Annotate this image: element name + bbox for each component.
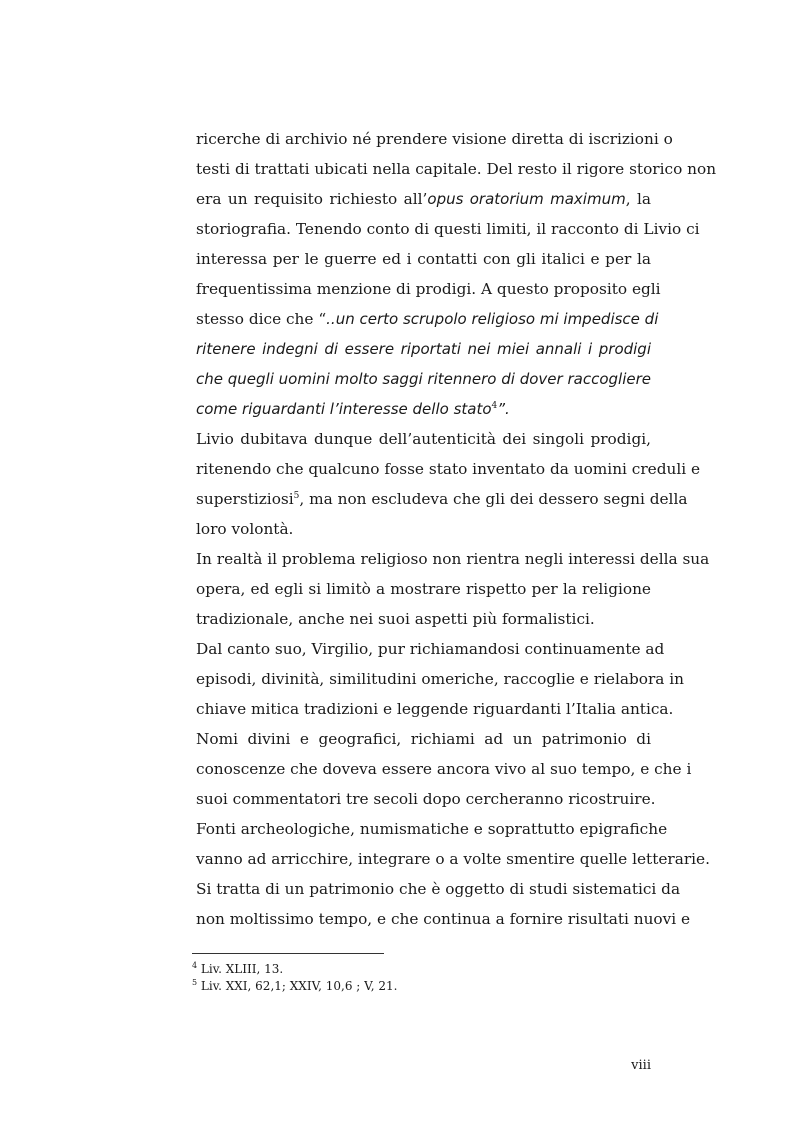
text-run: , ma non escludeva che gli dei dessero segni della	[299, 490, 688, 508]
text-line	[196, 184, 651, 214]
text-line	[196, 214, 700, 244]
text-run: conoscenze che doveva essere ancora vivo al suo tempo, e che i	[196, 760, 692, 778]
text-run: ritenendo che qualcuno fosse stato inventato da uomini creduli e	[196, 460, 701, 478]
text-line	[196, 874, 681, 904]
text-line	[196, 304, 659, 334]
text-line	[196, 784, 656, 814]
text-run: , la	[625, 190, 651, 208]
text-run: Nomi divini e geografici, richiami ad un patrimonio di	[196, 730, 651, 748]
text-line	[196, 754, 692, 784]
text-run: Dal canto suo, Virgilio, pur richiamandosi continuamente ad	[196, 640, 665, 658]
text-run: Si tratta di un patrimonio che è oggetto di studi sistematici da	[196, 880, 681, 898]
footnote-text: Liv. XLIII, 13.	[200, 962, 284, 976]
text-run: storiografia. Tenendo conto di questi limiti, il racconto di Livio ci	[196, 220, 700, 238]
paragraph	[196, 424, 701, 544]
text-line	[196, 664, 685, 694]
text-line	[196, 604, 651, 634]
paragraph	[196, 124, 717, 424]
text-run: frequentissima menzione di prodigi. A questo proposito egli	[196, 280, 661, 298]
text-line	[196, 394, 651, 424]
text-line	[196, 334, 651, 364]
text-run: Fonti archeologiche, numismatiche e soprattutto epigrafiche	[196, 820, 668, 838]
text-line	[196, 424, 651, 454]
text-run: chiave mitica tradizioni e leggende riguardanti l’Italia antica.	[196, 700, 674, 718]
text-line	[196, 454, 701, 484]
text-line	[196, 724, 651, 754]
paragraph	[196, 814, 710, 874]
footnotes	[192, 961, 397, 995]
paragraph	[196, 544, 710, 634]
text-run: che quegli uomini molto saggi ritennero di dover raccogliere	[196, 370, 651, 388]
footnote	[192, 961, 397, 978]
body-text	[196, 124, 717, 934]
footnote	[192, 978, 397, 995]
text-line	[196, 844, 710, 874]
text-line	[196, 544, 710, 574]
text-run: testi di trattati ubicati nella capitale. Del resto il rigore storico non	[196, 160, 717, 178]
text-run: opera, ed egli si limitò a mostrare rispetto per la religione	[196, 580, 651, 598]
footnote-separator	[192, 953, 384, 954]
footnote-number: 5	[192, 978, 198, 987]
text-run: loro volontà.	[196, 520, 294, 538]
footnote-marker: 5	[293, 490, 300, 501]
text-run: Livio dubitava dunque dell’autenticità dei singoli prodigi,	[196, 430, 651, 448]
footnote-text: Liv. XXI, 62,1; XXIV, 10,6 ; V, 21.	[200, 979, 398, 993]
text-line	[196, 244, 651, 274]
text-run: episodi, divinità, similitudini omeriche, raccoglie e rielabora in	[196, 670, 685, 688]
text-run: stesso dice che “	[196, 310, 327, 328]
text-line	[196, 364, 651, 394]
text-run: come riguardanti l’interesse dello stato	[196, 400, 492, 418]
text-line	[196, 694, 674, 724]
text-run: tradizionale, anche nei suoi aspetti più formalistici.	[196, 610, 595, 628]
page-number: viii	[631, 1058, 651, 1073]
footnote-number: 4	[192, 961, 198, 970]
text-line	[196, 484, 688, 514]
text-run: suoi commentatori tre secoli dopo cercheranno ricostruire.	[196, 790, 656, 808]
text-line	[196, 274, 661, 304]
text-run: ritenere indegni di essere riportati nei miei annali i prodigi	[196, 340, 651, 358]
text-line	[196, 154, 717, 184]
text-line	[196, 634, 665, 664]
footnote-marker: 4	[491, 400, 498, 411]
text-run: ”.	[497, 400, 510, 418]
text-line	[196, 514, 651, 544]
text-line	[196, 574, 651, 604]
text-run: era un requisito richiesto all’	[196, 190, 428, 208]
text-line	[196, 814, 668, 844]
text-run: non moltissimo tempo, e che continua a fornire risultati nuovi e	[196, 910, 691, 928]
text-run: ..un certo scrupolo religioso mi impedisce di	[326, 310, 659, 328]
paragraph	[196, 634, 692, 814]
text-run: In realtà il problema religioso non rientra negli interessi della sua	[196, 550, 710, 568]
paragraph	[196, 874, 691, 934]
text-run: interessa per le guerre ed i contatti con gli italici e per la	[196, 250, 651, 268]
text-line	[196, 124, 673, 154]
text-run: superstiziosi	[196, 490, 294, 508]
text-run: opus oratorium maximum	[427, 190, 626, 208]
text-line	[196, 904, 691, 934]
text-run: vanno ad arricchire, integrare o a volte smentire quelle letterarie.	[196, 850, 710, 868]
text-run: ricerche di archivio né prendere visione diretta di iscrizioni o	[196, 130, 673, 148]
